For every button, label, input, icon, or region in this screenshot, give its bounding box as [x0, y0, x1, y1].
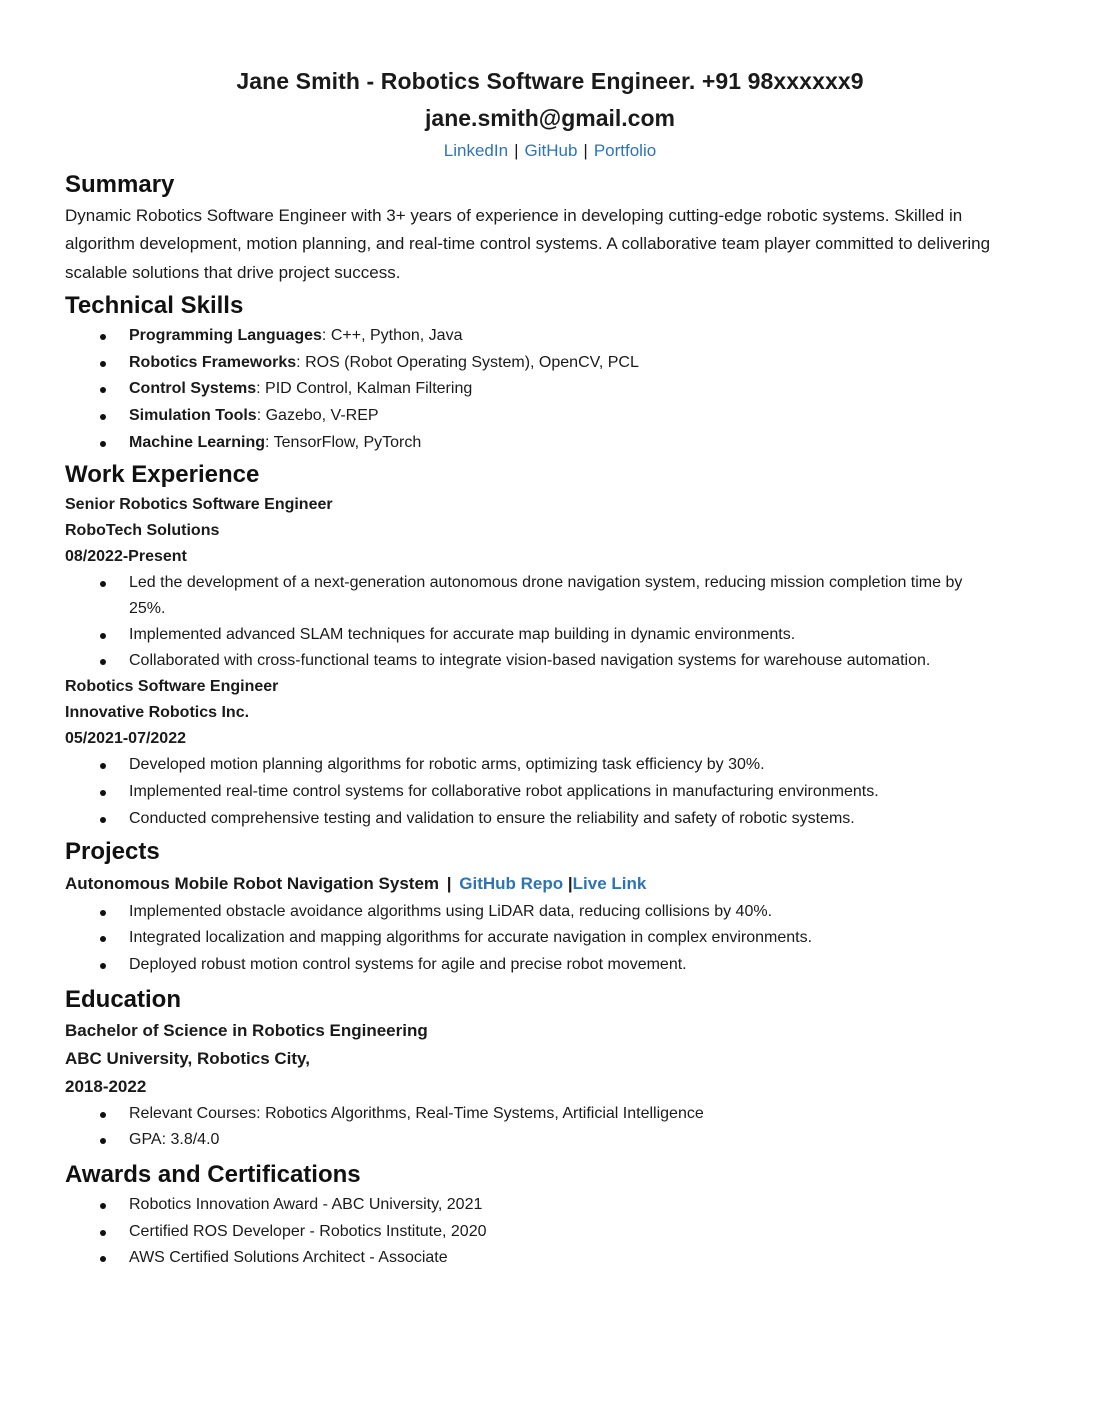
job-bullets — [65, 752, 1035, 832]
skill-label: Simulation Tools — [129, 407, 257, 424]
skill-label: Control Systems — [129, 380, 257, 398]
award-item: AWS Certified Solutions Architect - Associate — [129, 1245, 1035, 1272]
linkedin-link[interactable]: LinkedIn — [443, 141, 509, 160]
job-company: Innovative Robotics Inc. — [65, 704, 250, 722]
award-item: Robotics Innovation Award - ABC University, 2021 — [129, 1192, 1035, 1219]
skill-value: TensorFlow, PyTorch — [273, 433, 422, 451]
link-separator: | — [583, 141, 588, 160]
job-bullet: Developed motion planning algorithms for robotic arms, optimizing task efficiency by 30%. — [129, 752, 1035, 779]
profile-links — [65, 138, 1035, 164]
skill-colon: : — [296, 353, 301, 371]
github-repo-link[interactable]: GitHub Repo — [459, 873, 564, 893]
project-bullet: Integrated localization and mapping algorithms for accurate navigation in complex environments. — [129, 925, 1035, 952]
skill-value: PID Control, Kalman Filtering — [265, 380, 473, 398]
skill-value: Gazebo, V-REP — [265, 407, 379, 424]
email-address[interactable]: jane.smith@gmail.com — [425, 105, 675, 131]
skills-list — [65, 323, 1035, 457]
skill-label: Machine Learning — [129, 433, 266, 451]
job-bullet: Conducted comprehensive testing and validation to ensure the reliability and safety of robotic systems. — [129, 806, 1035, 833]
technical-skills-heading: Technical Skills — [65, 291, 244, 319]
skill-label: Robotics Frameworks — [129, 353, 297, 371]
awards-list — [65, 1192, 1035, 1272]
job-bullet: Implemented real-time control systems for collaborative robot applications in manufacturing environments. — [129, 779, 1035, 806]
project-bullet: Deployed robust motion control systems for agile and precise robot movement. — [129, 952, 1035, 979]
name-title-phone: Jane Smith - Robotics Software Engineer. +91 98xxxxxx9 — [236, 68, 864, 94]
job-bullets — [65, 570, 1035, 674]
projects-heading: Projects — [65, 837, 160, 865]
skill-item — [129, 430, 1035, 457]
project-separator: | — [446, 873, 452, 893]
skill-item — [129, 376, 1035, 403]
skill-colon: : — [265, 433, 270, 451]
degree: Bachelor of Science in Robotics Engineering — [65, 1020, 428, 1040]
education-bullet: GPA: 3.8/4.0 — [129, 1127, 1035, 1154]
education-bullet: Relevant Courses: Robotics Algorithms, Real-Time Systems, Artificial Intelligence — [129, 1101, 1035, 1128]
job-bullet: Led the development of a next-generation autonomous drone navigation system, reducing mission completion time by 25%. — [129, 570, 1035, 622]
education-heading: Education — [65, 985, 182, 1013]
skill-item — [129, 403, 1035, 430]
job-bullet: Implemented advanced SLAM techniques for accurate map building in dynamic environments. — [129, 622, 1035, 648]
summary-text: Dynamic Robotics Software Engineer with 3+ years of experience in developing cutting-edge robotic systems. Skilled in algorithm development, motion planning, and real-time control systems. A collaborative team player committed to delivering scalable solutions that drive project success. — [65, 206, 991, 282]
education-years: 2018-2022 — [65, 1076, 147, 1096]
skill-colon: : — [256, 380, 261, 398]
skill-value: ROS (Robot Operating System), OpenCV, PCL — [305, 353, 639, 371]
project-bullet: Implemented obstacle avoidance algorithms using LiDAR data, reducing collisions by 40%. — [129, 899, 1035, 926]
skill-label: Programming Languages — [129, 326, 322, 344]
skill-colon: : — [321, 326, 327, 344]
award-item: Certified ROS Developer - Robotics Institute, 2020 — [129, 1219, 1035, 1246]
job-title: Senior Robotics Software Engineer — [65, 496, 333, 514]
job-title: Robotics Software Engineer — [65, 678, 279, 696]
project-title-line — [65, 869, 1035, 899]
portfolio-link[interactable]: Portfolio — [593, 141, 657, 160]
live-link[interactable]: Live Link — [572, 873, 647, 893]
school: ABC University, Robotics City, — [65, 1048, 310, 1068]
skill-item — [129, 350, 1035, 377]
github-link[interactable]: GitHub — [524, 141, 578, 160]
skill-colon: : — [256, 407, 262, 424]
job-bullet: Collaborated with cross-functional teams to integrate vision-based navigation systems for warehouse automation. — [129, 648, 1035, 674]
skill-item — [129, 323, 1035, 350]
job-company: RoboTech Solutions — [65, 522, 220, 540]
resume-header — [65, 64, 1035, 164]
summary-heading: Summary — [65, 171, 175, 198]
link-separator: | — [514, 141, 519, 160]
project-bullets — [65, 899, 1035, 979]
job-dates: 08/2022-Present — [65, 548, 187, 566]
job-dates: 05/2021-07/2022 — [65, 730, 186, 748]
skill-value: C++, Python, Java — [330, 326, 463, 344]
project-title: Autonomous Mobile Robot Navigation System — [65, 873, 440, 893]
project-separator: | — [567, 873, 573, 893]
awards-heading: Awards and Certifications — [65, 1161, 361, 1189]
work-experience-heading: Work Experience — [65, 461, 260, 489]
education-bullets — [65, 1101, 1035, 1154]
